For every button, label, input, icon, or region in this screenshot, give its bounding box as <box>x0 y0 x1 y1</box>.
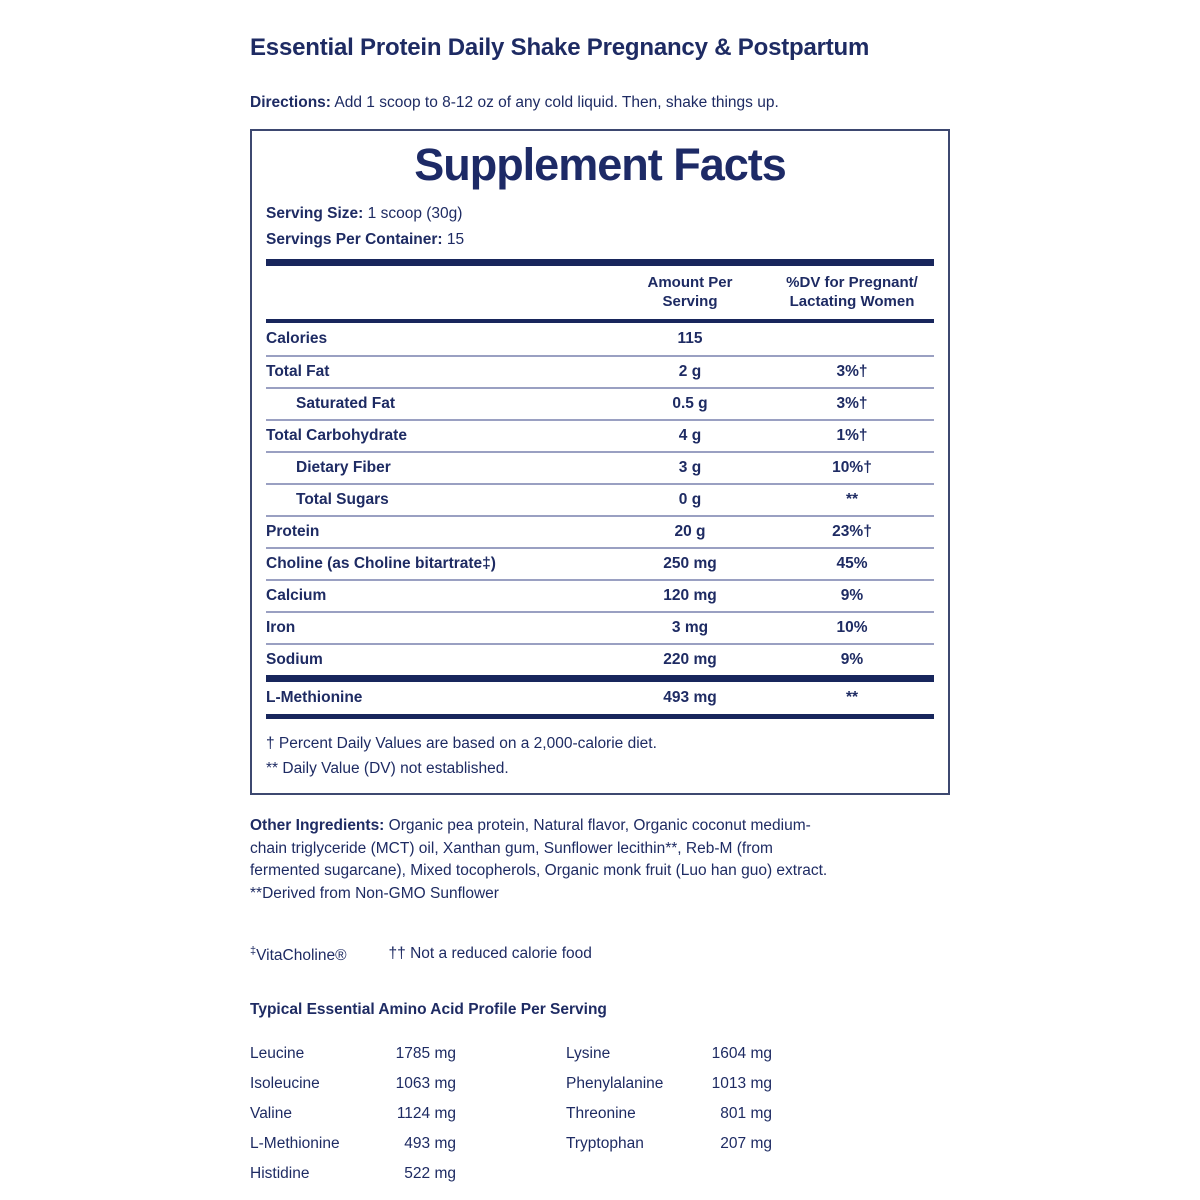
amino-acid-left-column <box>250 1045 456 1195</box>
vitacholine-note <box>250 945 347 965</box>
amino-row-l-methionine: L-Methionine 493 mg <box>250 1135 456 1153</box>
amino-row-isoleucine: Isoleucine 1063 mg <box>250 1075 456 1093</box>
directions-text: Add 1 scoop to 8-12 oz of any cold liquid. Then, shake things up. <box>330 94 779 111</box>
vitacholine-marker: ‡ <box>250 945 257 957</box>
header-amount-per-serving: Amount Per Serving <box>647 274 733 310</box>
header-dv-pregnant-lactating: %DV for Pregnant/ Lactating Women <box>786 274 918 310</box>
table-row-choline: Choline (as Choline bitartrate‡) 250 mg 45% <box>266 547 934 579</box>
table-row-l-methionine: L-Methionine 493 mg ** <box>266 689 859 706</box>
amino-row-valine: Valine 1124 mg <box>250 1105 456 1123</box>
amino-row-lysine: Lysine 1604 mg <box>566 1045 772 1063</box>
table-header-row <box>266 266 934 319</box>
serving-size-label: Serving Size: <box>266 205 364 222</box>
serving-size-value: 1 scoop (30g) <box>363 205 463 222</box>
other-ingredients <box>250 815 930 905</box>
servings-per-container-label: Servings Per Container: <box>266 231 443 248</box>
table-row-calcium: Calcium 120 mg 9% <box>266 579 934 611</box>
nutrient-table <box>266 323 934 675</box>
amino-row-leucine: Leucine 1785 mg <box>250 1045 456 1063</box>
divider-thick-after-sodium <box>266 675 934 682</box>
footnote-marker-line <box>250 945 950 965</box>
servings-per-container-value: 15 <box>442 231 465 248</box>
supplement-facts-panel <box>250 129 950 795</box>
amino-acid-heading: Typical Essential Amino Acid Profile Per Serving <box>250 1001 607 1019</box>
other-ingredients-line3: fermented sugarcane), Mixed tocopherols, Organic monk fruit (Luo han guo) extract. <box>250 862 828 879</box>
amino-acid-table <box>250 1045 950 1195</box>
footnote-dv-not-established: ** Daily Value (DV) not established. <box>266 760 509 777</box>
panel-footnotes <box>266 731 934 781</box>
table-row-saturated-fat: Saturated Fat 0.5 g 3%† <box>266 387 934 419</box>
other-ingredients-line1: Organic pea protein, Natural flavor, Organic coconut medium- <box>384 817 811 834</box>
serving-size-line <box>266 201 934 227</box>
amino-row-tryptophan: Tryptophan 207 mg <box>566 1135 772 1153</box>
table-row-total-carbohydrate: Total Carbohydrate 4 g 1%† <box>266 419 934 451</box>
table-row-sodium: Sodium 220 mg 9% <box>266 643 934 675</box>
directions <box>250 94 950 112</box>
directions-label: Directions: <box>250 94 331 111</box>
vitacholine-name: VitaCholine® <box>256 947 347 965</box>
divider-after-methionine <box>266 714 934 719</box>
label-content <box>250 0 950 1195</box>
amino-acid-right-column <box>566 1045 772 1195</box>
derived-from-note: **Derived from Non-GMO Sunflower <box>250 884 499 902</box>
footnote-daily-values: † Percent Daily Values are based on a 2,000-calorie diet. <box>266 735 657 752</box>
amino-row-phenylalanine: Phenylalanine 1013 mg <box>566 1075 772 1093</box>
amino-row-threonine: Threonine 801 mg <box>566 1105 772 1123</box>
other-ingredients-label: Other Ingredients: <box>250 817 385 834</box>
supplement-facts-title: Supplement Facts <box>414 139 786 190</box>
table-row-dietary-fiber: Dietary Fiber 3 g 10%† <box>266 451 934 483</box>
page-title: Essential Protein Daily Shake Pregnancy & Postpartum <box>250 34 870 61</box>
table-row-total-fat: Total Fat 2 g 3%† <box>266 355 934 387</box>
divider-thick-top <box>266 259 934 266</box>
amino-row-histidine: Histidine 522 mg <box>250 1165 456 1183</box>
table-row-calories: Calories 115 <box>266 330 703 347</box>
table-row-iron: Iron 3 mg 10% <box>266 611 934 643</box>
other-ingredients-line2: chain triglyceride (MCT) oil, Xanthan gum, Sunflower lecithin**, Reb-M (from <box>250 839 773 857</box>
table-row-protein: Protein 20 g 23%† <box>266 515 934 547</box>
servings-per-container-line <box>266 227 934 253</box>
not-reduced-calorie-note: †† Not a reduced calorie food <box>388 945 592 962</box>
table-row-total-sugars: Total Sugars 0 g ** <box>266 483 934 515</box>
